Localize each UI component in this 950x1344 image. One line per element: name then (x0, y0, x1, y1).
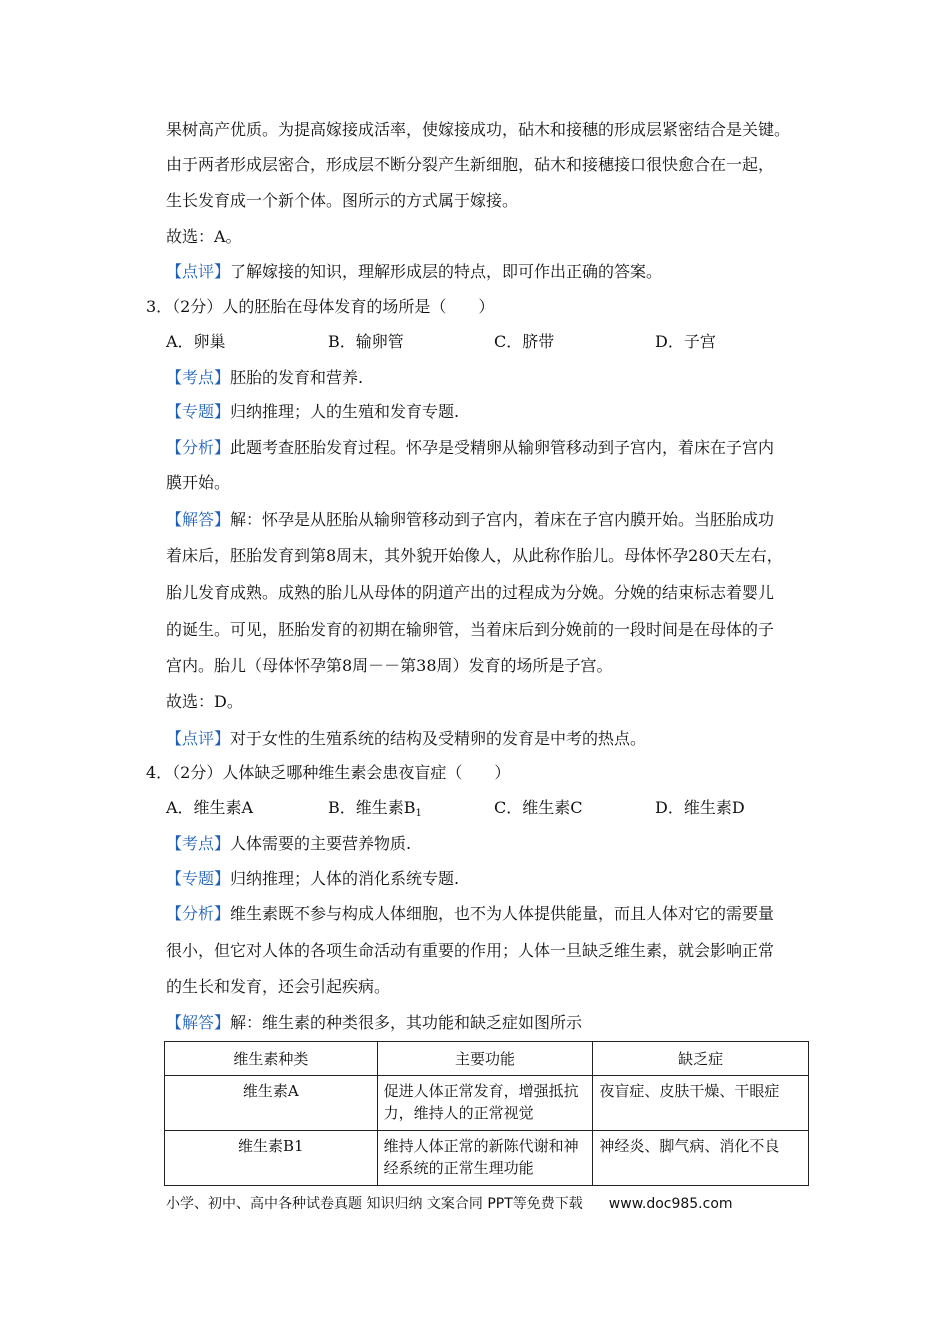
zhuanti-text: 归纳推理；人的生殖和发育专题. (230, 402, 460, 421)
vitamin-table (164, 1041, 809, 1186)
q4-option-a: A．维生素A (166, 798, 254, 817)
table-header-row (165, 1042, 809, 1076)
paragraph-line: 生长发育成一个新个体。图所示的方式属于嫁接。 (166, 191, 519, 210)
q4-option-b-text: B．维生素B (328, 798, 416, 817)
table-row (165, 1131, 809, 1186)
q4-zhuanti (166, 869, 459, 889)
table-cell: 神经炎、脚气病、消化不良 (593, 1131, 809, 1186)
table-header: 主要功能 (377, 1042, 593, 1076)
paragraph-line: 着床后，胚胎发育到第8周末，其外貌开始像人，从此称作胎儿。母体怀孕280天左右， (166, 546, 783, 565)
q3-option-d: D．子宫 (655, 332, 716, 351)
table-header: 维生素种类 (165, 1042, 378, 1076)
paragraph-line: 的生长和发育，还会引起疾病。 (166, 977, 391, 996)
kaodian-tag: 【考点】 (166, 368, 231, 387)
kaodian-tag: 【考点】 (166, 834, 231, 853)
q3-option-a: A．卵巢 (166, 332, 226, 351)
q3-option-c: C．脐带 (494, 332, 555, 351)
q4-jieda (166, 1013, 582, 1033)
jieda-text: 解：维生素的种类很多，其功能和缺乏症如图所示 (230, 1013, 583, 1032)
dianping-text: 对于女性的生殖系统的结构及受精卵的发育是中考的热点。 (230, 729, 647, 748)
paragraph-line: 的诞生。可见，胚胎发育的初期在输卵管，当着床后到分娩前的一段时间是在母体的子 (166, 620, 775, 639)
review-text: 了解嫁接的知识，理解形成层的特点，即可作出正确的答案。 (230, 262, 663, 281)
zhuanti-text: 归纳推理；人体的消化系统专题. (230, 869, 460, 888)
q3-kaodian (166, 368, 363, 388)
question-4-stem: 4．（2分）人体缺乏哪种维生素会患夜盲症（ ） (146, 763, 511, 782)
q4-kaodian (166, 834, 411, 854)
table-row (165, 1076, 809, 1131)
jieda-text: 解：怀孕是从胚胎从输卵管移动到子宫内，着床在子宫内膜开始。当胚胎成功 (230, 510, 775, 529)
paragraph-line: 果树高产优质。为提高嫁接成活率，使嫁接成功，砧木和接穗的形成层紧密结合是关键。 (166, 120, 791, 139)
fenxi-text: 维生素既不参与构成人体细胞，也不为人体提供能量，而且人体对它的需要量 (230, 904, 775, 923)
q4-fenxi (166, 904, 774, 924)
fenxi-tag: 【分析】 (166, 438, 231, 457)
footer-url[interactable]: www.doc985.com (608, 1196, 733, 1212)
table-cell: 维生素B1 (165, 1131, 378, 1186)
table-header: 缺乏症 (593, 1042, 809, 1076)
q3-zhuanti (166, 402, 459, 422)
jieda-tag: 【解答】 (166, 1013, 231, 1032)
paragraph-line: 宫内。胎儿（母体怀孕第8周－－第38周）发育的场所是子宫。 (166, 656, 613, 675)
kaodian-text: 胚胎的发育和营养. (230, 368, 364, 387)
fenxi-tag: 【分析】 (166, 904, 231, 923)
zhuanti-tag: 【专题】 (166, 869, 231, 888)
dianping-tag: 【点评】 (166, 729, 231, 748)
q4-option-b (328, 798, 422, 824)
question-3-stem: 3．（2分）人的胚胎在母体发育的场所是（ ） (146, 297, 495, 316)
table-cell: 促进人体正常发育，增强抵抗力，维持人的正常视觉 (377, 1076, 593, 1131)
jieda-tag: 【解答】 (166, 510, 231, 529)
q4-option-c: C．维生素C (494, 798, 583, 817)
kaodian-text: 人体需要的主要营养物质. (230, 834, 412, 853)
table-cell: 夜盲症、皮肤干燥、干眼症 (593, 1076, 809, 1131)
zhuanti-tag: 【专题】 (166, 402, 231, 421)
footer-text: 小学、初中、高中各种试卷真题 知识归纳 文案合同 PPT等免费下载 (166, 1196, 583, 1212)
review-line (166, 262, 662, 282)
q3-fenxi (166, 438, 774, 458)
fenxi-text: 此题考查胚胎发育过程。怀孕是受精卵从输卵管移动到子宫内，着床在子宫内 (230, 438, 775, 457)
q3-dianping (166, 729, 646, 749)
paragraph-line: 膜开始。 (166, 473, 231, 492)
answer-choice: 故选：A。 (166, 227, 242, 246)
paragraph-line: 由于两者形成层密合，形成层不断分裂产生新细胞，砧木和接穗接口很快愈合在一起， (166, 155, 775, 174)
paragraph-line: 很小，但它对人体的各项生命活动有重要的作用；人体一旦缺乏维生素，就会影响正常 (166, 941, 775, 960)
table-cell: 维生素A (165, 1076, 378, 1131)
answer-choice: 故选：D。 (166, 692, 243, 711)
page-footer (166, 1193, 733, 1213)
q3-jieda (166, 510, 774, 530)
subscript: 1 (415, 808, 422, 819)
q3-option-b: B．输卵管 (328, 332, 404, 351)
q4-option-d: D．维生素D (655, 798, 745, 817)
paragraph-line: 胎儿发育成熟。成熟的胎儿从母体的阴道产出的过程成为分娩。分娩的结束标志着婴儿 (166, 583, 775, 602)
review-tag: 【点评】 (166, 262, 231, 281)
table-cell: 维持人体正常的新陈代谢和神经系统的正常生理功能 (377, 1131, 593, 1186)
